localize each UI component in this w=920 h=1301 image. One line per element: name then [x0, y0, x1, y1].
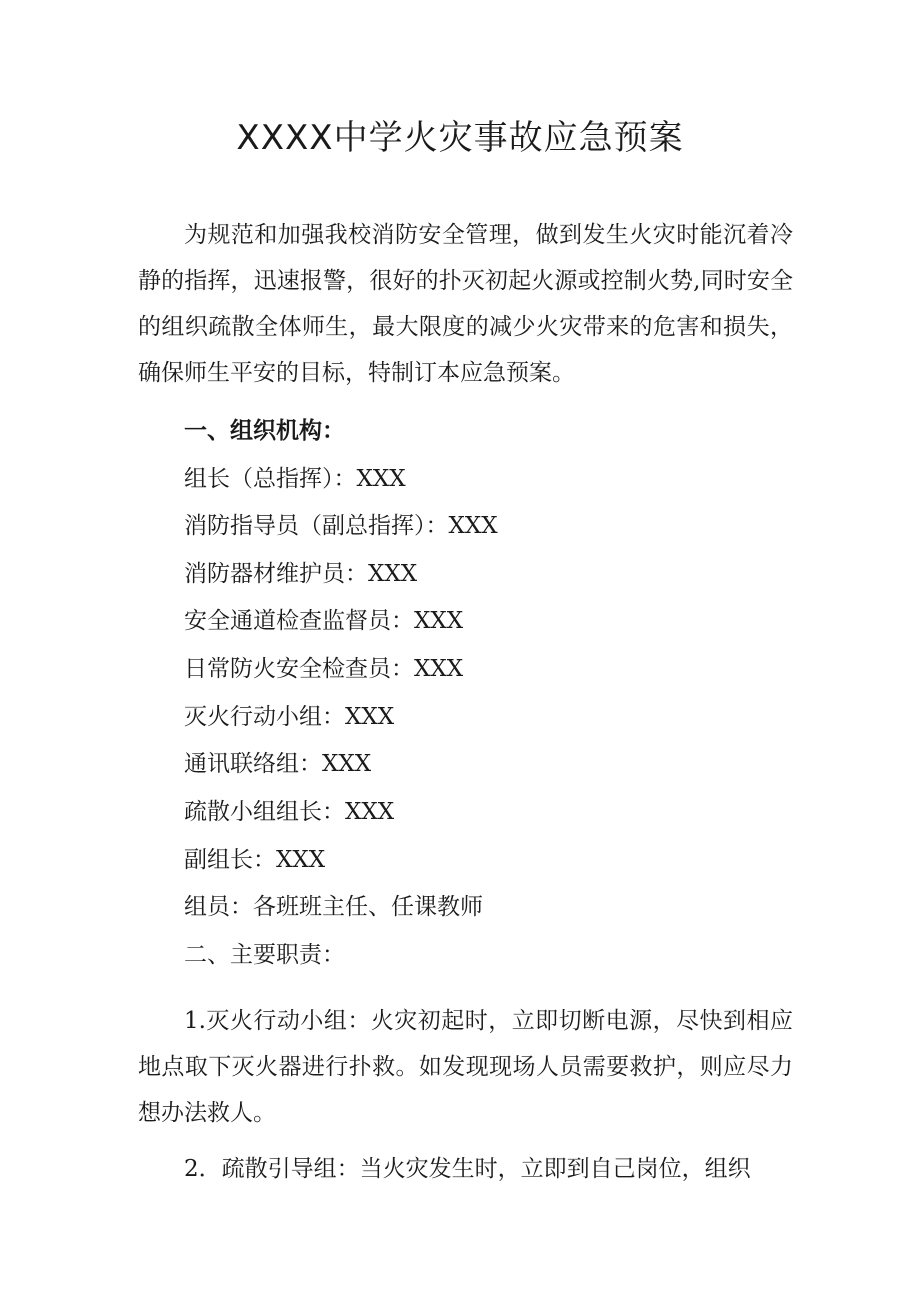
org-item-communication-team: 通讯联络组：XXX	[184, 751, 372, 777]
org-item-passage-inspector: 安全通道检查监督员：XXX	[184, 608, 464, 634]
duty-paragraph-evacuation: 2．疏散引导组：当火灾发生时，立即到自己岗位，组织	[184, 1156, 751, 1182]
intro-paragraph: 为规范和加强我校消防安全管理，做到发生火灾时能沉着冷静的指挥，迅速报警，很好的扑灭初起火源或控制火势,同时安全的组织疏散全体师生，最大限度的减少火灾带来的危害和损失，确保师生平安的目标，特制订本应急预案。	[138, 222, 793, 386]
section-heading-organization: 一、组织机构：	[184, 418, 345, 444]
document-title: XXXX中学火灾事故应急预案	[236, 118, 684, 158]
org-item-firefighting-team: 灭火行动小组：XXX	[184, 704, 395, 730]
org-item-equipment-maintainer: 消防器材维护员：XXX	[184, 561, 418, 587]
org-item-evacuation-leader: 疏散小组组长：XXX	[184, 799, 395, 825]
org-item-deputy-leader: 副组长：XXX	[184, 847, 326, 873]
section-heading-duties: 二、主要职责：	[184, 942, 345, 968]
org-item-fire-instructor: 消防指导员（副总指挥）：XXX	[184, 513, 498, 539]
org-item-leader: 组长（总指挥）：XXX	[184, 466, 406, 492]
org-item-daily-inspector: 日常防火安全检查员：XXX	[184, 656, 464, 682]
org-item-members: 组员：各班班主任、任课教师	[184, 894, 483, 920]
duty-paragraph-firefighting: 1.灭火行动小组：火灾初起时，立即切断电源，尽快到相应地点取下灭火器进行扑救。如发现现场人员需要救护，则应尽力想办法救人。	[138, 1008, 793, 1126]
